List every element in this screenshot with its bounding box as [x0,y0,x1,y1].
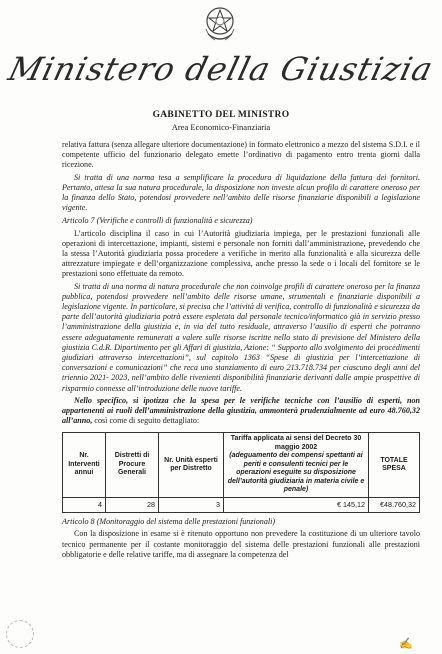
paragraph-verification-costs: Si tratta di una norma di natura procedurale che non coinvolge profili di carattere oneroso per la finanza pubblica, potendosi provvedere nell’ambito delle risorse umane, strumentali e finanziarie disponibili a legislazione vigente. In particolare, si precisa che l’attività di verifica, controllo di funzionalità e sicurezza da parte dell’autorità giudiziaria potrà essere espletata dal personale tecnico/informatico già in servizio presso l’amministrazione della giustizia e, in via del tutto residuale, attraverso l’ausilio di esperti che potranno essere adeguatamente remunerati a valere sulle risorse iscritte nello stato di previsione del Ministero della giustizia C.d.R. Dipartimento per gli Affari di giustizia, Azione: “ Supporto allo svolgimento dei procedimenti giudiziari attraverso intercettazioni”, sul capitolo 1363 “Spese di giustizia per l’intercettazione di conversazioni e comunicazioni” che reca uno stanziamento di euro 213.718.734 per ciascuno degli anni del triennio 2021- 2023, nell’ambito delle rivenienti disponibilità finanziarie derivanti dalle ampie prospettive di risparmio connesse all’introduzione delle nuove tariffe. [62,281,420,393]
cost-table [62,432,420,513]
header-tariff-title: Tariffa applicata ai sensi del Decreto 30 maggio 2002 [230,435,362,451]
cell-tariff: € 145,12 [224,497,369,512]
cell-experts: 3 [159,497,224,512]
table-row [63,497,420,512]
page-stamp [6,620,34,648]
paragraph-simplification: Si tratta di una norma tesa a semplificare la procedura di liquidazione della fattura dei fornitori. Pertanto, attesa la sua natura procedurale, la disposizione non investe alcun profilo di carattere oneroso per la finanza dello Stato, potendosi provvedere nell’ambito delle risorse finanziarie disponibili a legislazione vigente. [62,172,420,213]
office-name: GABINETTO DEL MINISTRO [152,110,290,120]
paragraph-article-8: Con la disposizione in esame si è ritenuto opportuno non prevedere la costituzione di un ulteriore tavolo tecnico permanente per il costante monitoraggio del sistema delle prestazioni funzionali alle prestazioni obbligatorie e delle relative tariffe, ma di assegnare la competenza del [62,529,420,559]
article-7-title: (Verifiche e controlli di funzionalità e sicurezza) [96,216,253,226]
cell-districts: 28 [106,497,159,512]
header-tariff [224,433,369,498]
header-total: TOTALE SPESA [369,433,420,498]
article-7-number: Articolo 7 [62,216,95,226]
article-8-number: Articolo 8 [62,517,95,527]
ministry-title: Ministero della Giustizia [4,50,438,88]
header-tariff-note: (adeguamento dei compensi spettanti ai periti e consulenti tecnici per le operazioni eseguite su disposizione dell’autorità giudiziaria in materia civile e penale) [227,452,365,494]
paragraph-article-7: L’articolo disciplina il caso in cui l’Autorità giudiziaria impiega, per le prestazioni funzionali alle operazioni di intercettazione, impianti, sistemi e personale non forniti dall’amministrazione, prevedendo che la stessa l’Autorità giudiziaria possa procedere a verifiche in merito alla funzionalità e alla sicurezza delle attrezzature impiegate e dell’organizzazione complessiva, anche presso la sede o i locali del fornitore se le prestazioni sono effettuate da remoto. [62,228,420,279]
cell-interventions: 4 [63,497,106,512]
header-experts: Nr. Unità esperti per Distretto [159,433,224,498]
paragraph-estimate [62,396,420,427]
signature-mark: ✍ [399,638,413,650]
header-interventions: Nr. Interventi annui [63,433,106,498]
italian-republic-emblem-icon [203,4,237,44]
header-districts: Distretti di Procure Generali [106,433,159,498]
cell-total: €48.760,32 [369,497,420,512]
estimate-bold-text: Nello specifico, si ipotizza che la spesa per le verifiche tecniche con l’ausilio di esperti, non appartenenti ai ruoli dell’amministrazione della giustizia, ammonterà prudenzialmente ad euro 48.760,32 all’anno, [62,395,420,426]
department-name: Area Economico-Finanziaria [171,122,271,132]
document-body [62,140,420,562]
article-8-title: (Monitoraggio del sistema delle prestazioni funzionali) [96,517,276,527]
paragraph-payment: relativa fattura (senza allegare ulteriore documentazione) in formato elettronico a mezzo del sistema S.D.I. e il competente ufficio del funzionario delegato emette l’ordinativo di pagamento entro trenta giorni dalla ricezione. [62,140,420,170]
estimate-tail-text: così come di seguito dettagliato: [92,416,200,426]
article-8-heading [62,517,420,527]
article-7-heading [62,216,420,226]
cost-table-header-row [63,433,420,498]
